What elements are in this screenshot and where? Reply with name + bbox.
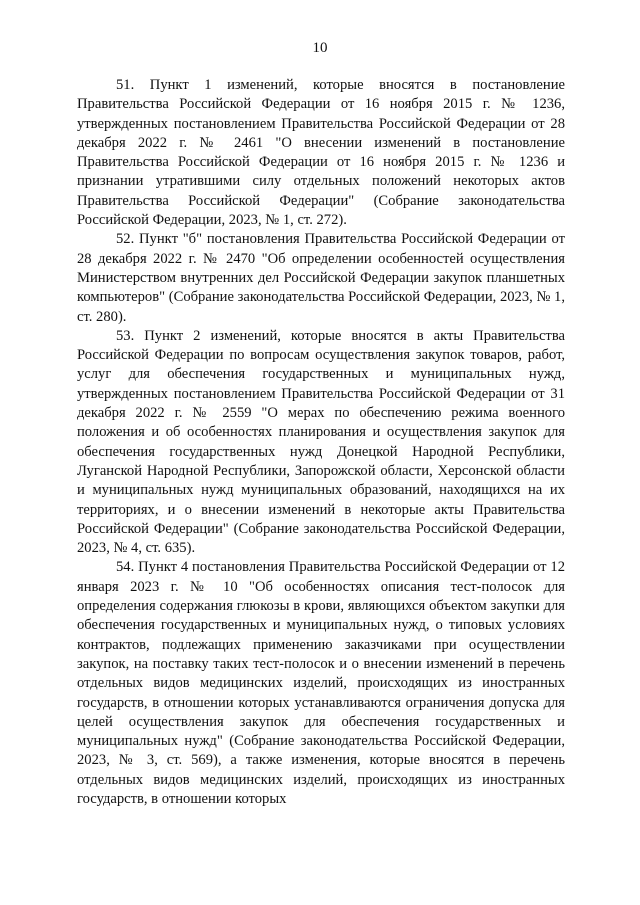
paragraph-51: 51. Пункт 1 изменений, которые вносятся в постановление Правительства Российской Федерации от 16 ноября 2015 г. № 1236, утвержденных постановлением Правительства Российской Федерации от 28 декабря 2022 г. № 2461 "О внесении изменений в постановление Правительства Российской Федерации от 16 ноября 2015 г. № 1236 и признании утратившими силу отдельных положений некоторых актов Правительства Российской Федерации" (Собрание законодательства Российской Федерации, 2023, № 1, ст. 272). — [77, 77, 565, 229]
document-body — [77, 76, 565, 809]
page-number: 10 — [312, 40, 328, 56]
paragraph-53: 53. Пункт 2 изменений, которые вносятся в акты Правительства Российской Федерации по вопросам осуществления закупок товаров, работ, услуг для обеспечения государственных и муниципальных нужд, утвержденных постановлением Правительства Российской Федерации от 31 декабря 2022 г. № 2559 "О мерах по обеспечению режима военного положения и об особенностях планирования и осуществления закупок для обеспечения государственных нужд Донецкой Народной Республики, Луганской Народной Республики, Запорожской области, Херсонской области и муниципальных нужд муниципальных образований, находящихся на их территориях, и о внесении изменений в некоторые акты Правительства Российской Федерации" (Собрание законодательства Российской Федерации, 2023, № 4, ст. 635). — [77, 327, 565, 557]
paragraph-54: 54. Пункт 4 постановления Правительства Российской Федерации от 12 января 2023 г. № 10 "Об особенностях описания тест-полосок для определения содержания глюкозы в крови, являющихся объектом закупки для обеспечения государственных и муниципальных нужд, о типовых условиях контрактов, подлежащих применению заказчиками при осуществлении закупок, на поставку таких тест-полосок и о внесении изменений в перечень отдельных видов медицинских изделий, происходящих из иностранных государств, в отношении которых устанавливаются ограничения допуска для целей осуществления закупок для обеспечения государственных и муниципальных нужд" (Собрание законодательства Российской Федерации, 2023, № 3, ст. 569), а также изменения, которые вносятся в перечень отдельных видов медицинских изделий, происходящих из иностранных государств, в отношении которых — [77, 559, 565, 807]
paragraph-52: 52. Пункт "б" постановления Правительства Российской Федерации от 28 декабря 2022 г. № 2470 "Об определении особенностей осуществления Министерством внутренних дел Российской Федерации закупок планшетных компьютеров" (Собрание законодательства Российской Федерации, 2023, № 1, ст. 280). — [77, 231, 565, 325]
